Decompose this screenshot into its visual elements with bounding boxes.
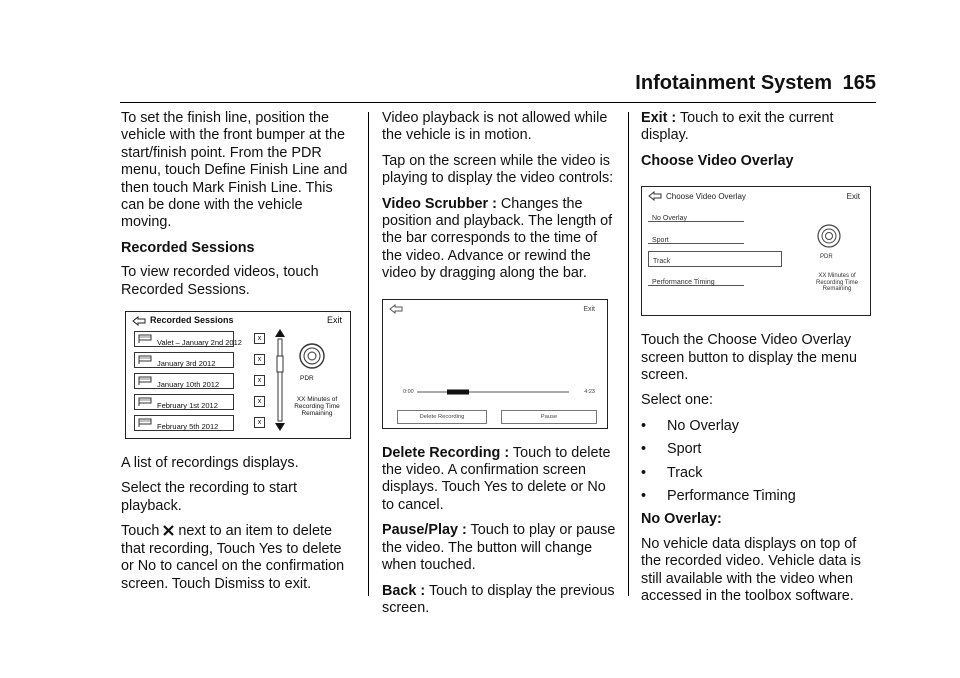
paragraph: Select one: [641,392,714,409]
figure-title: Recorded Sessions [150,315,234,326]
list-item[interactable]: Valet – January 2nd 2012 [134,331,234,347]
exit-button[interactable]: Exit [583,305,595,313]
paragraph: Select the recording to start playback. [121,480,297,514]
close-x-icon [163,525,174,536]
flag-icon [138,334,152,344]
paragraph: No vehicle data displays on top of the recorded video. Vehicle data is still available with the video when accessed in the toolbox software. [641,535,861,605]
exit-button[interactable]: Exit [846,192,860,202]
pdr-label: PDR [820,254,833,261]
list-item: • Performance Timing [641,488,796,505]
back-definition: Back : Touch to display the previous screen. [382,582,615,616]
paragraph: To view recorded videos, touch Recorded Sessions. [121,264,319,298]
delete-x-button[interactable]: x [254,396,265,407]
heading-no-overlay: No Overlay: [641,511,722,528]
flag-icon [138,376,152,386]
section-title: Infotainment System [635,72,832,94]
overlay-option[interactable]: No Overlay [648,209,744,222]
delete-x-button[interactable]: x [254,375,265,386]
column-divider [628,112,629,596]
column-3 [641,110,877,614]
list-item[interactable]: February 1st 2012 [134,394,234,410]
list-item[interactable]: January 10th 2012 [134,373,234,389]
flag-icon [138,418,152,428]
exit-definition: Exit : Touch to exit the current display. [641,110,834,144]
pause-button[interactable]: Pause [501,410,597,424]
overlay-option-selected[interactable]: Track [648,251,782,267]
recording-time-remaining: XX Minutes of Recording Time Remaining [294,396,340,418]
header-rule [120,102,876,103]
flag-icon [138,397,152,407]
page-header [0,72,960,104]
page-number: 165 [842,72,876,94]
list-item: • Sport [641,441,702,458]
pdr-dial-icon[interactable] [298,342,326,370]
time-end: 4:23 [584,388,595,395]
delete-x-button[interactable]: x [254,417,265,428]
exit-button[interactable]: Exit [326,315,342,326]
pause-play-definition: Pause/Play : Touch to play or pause the video. The button will change when touched. [382,522,616,574]
pdr-dial-icon[interactable] [816,223,842,249]
delete-x-button[interactable]: x [254,333,265,344]
delete-x-button[interactable]: x [254,354,265,365]
paragraph: A list of recordings displays. [121,455,299,472]
back-arrow-icon [132,316,146,326]
video-scrubber-definition: Video Scrubber : Changes the position and playback. The length of the bar corresponds to the time of the video. Advance or rewind the video by dragging along the bar. [382,195,613,282]
video-playback-figure [382,299,608,429]
paragraph: Tap on the screen while the video is playing to display the video controls: [382,152,614,187]
list-item[interactable]: February 5th 2012 [134,415,234,431]
scrollbar[interactable] [274,328,286,432]
delete-recording-definition: Delete Recording : Touch to delete the video. A confirmation screen displays. Touch Yes to delete or No to cancel. [382,444,611,513]
heading-choose-video-overlay: Choose Video Overlay [641,152,794,169]
paragraph: Touch next to an item to delete that recording, Touch Yes to delete or No to cancel on the confirmation screen. Touch Dismiss to exit. [121,523,345,592]
overlay-option[interactable]: Sport [648,231,744,244]
time-start: 0:00 [403,388,414,395]
paragraph: To set the finish line, position the vehicle with the front bumper at the start/finish point. From the PDR menu, touch Define Finish Line and then touch Mark Finish Line. This can be done with the vehicle moving. [121,110,348,231]
list-item: • No Overlay [641,417,739,434]
column-2 [382,110,620,625]
pdr-label: PDR [300,375,314,383]
choose-video-overlay-figure [641,186,871,316]
overlay-option[interactable]: Performance Timing [648,273,744,286]
back-arrow-icon[interactable] [648,191,662,201]
paragraph: Video playback is not allowed while the vehicle is in motion. [382,110,608,144]
video-scrubber[interactable] [417,388,569,396]
recording-time-remaining: XX Minutes of Recording Time Remaining [815,273,859,293]
back-arrow-icon[interactable] [389,304,403,314]
paragraph: Touch the Choose Video Overlay screen button to display the menu screen. [641,332,857,384]
flag-icon [138,355,152,365]
figure-title: Choose Video Overlay [666,192,746,202]
list-item[interactable]: January 3rd 2012 [134,352,234,368]
column-divider [368,112,369,596]
column-1 [121,110,353,601]
delete-recording-button[interactable]: Delete Recording [397,410,487,424]
heading-recorded-sessions: Recorded Sessions [121,239,255,256]
list-item: • Track [641,464,703,481]
recorded-sessions-figure [125,311,351,439]
